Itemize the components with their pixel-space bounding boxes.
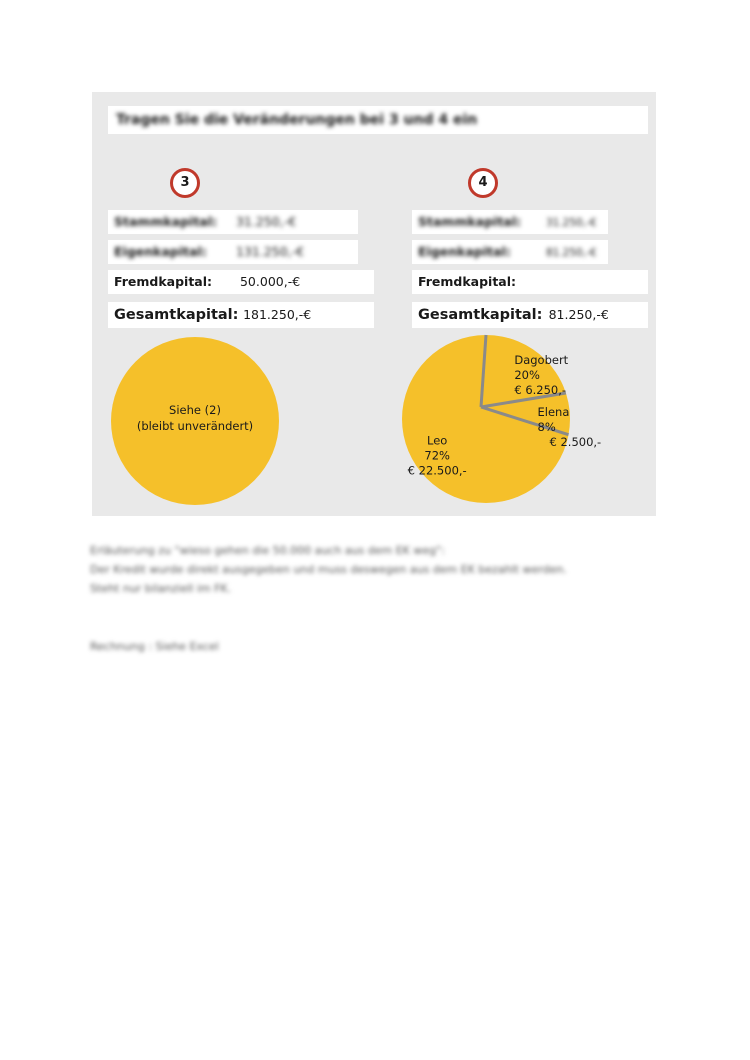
col4-gesamtkapital-row <box>412 302 648 328</box>
col3-pie-text-line2: (bleibt unverändert) <box>136 419 254 433</box>
col3-eigenkapital-row <box>108 240 358 264</box>
col3-stammkapital-label: Stammkapital: <box>114 214 218 229</box>
pie-label-dagobert-amount: € 6.250,- <box>514 383 567 398</box>
col4-eigenkapital-row <box>412 240 608 264</box>
col3-gesamtkapital-row <box>108 302 374 328</box>
step-4-number: 4 <box>478 175 488 190</box>
col3-pie <box>110 336 280 506</box>
panel-title: Tragen Sie die Veränderungen bei 3 und 4 ein <box>116 112 478 128</box>
pie-label-elena-name: Elena <box>537 405 570 420</box>
col3-gesamtkapital-value: 181.250,-€ <box>243 307 312 322</box>
col4-eigenkapital-label: Eigenkapital: <box>418 244 511 259</box>
col4-pie-chart <box>402 334 602 504</box>
col4-fremdkapital-row <box>412 270 648 294</box>
col3-fremdkapital-label: Fremdkapital: <box>114 274 213 289</box>
col3-stammkapital-row <box>108 210 358 234</box>
pie-label-elena-percent: 8% <box>537 420 556 435</box>
note-line-4: Rechnung : Siehe Excel <box>90 640 219 653</box>
pie-label-leo-amount: € 22.500,- <box>407 463 467 478</box>
col4-eigenkapital-value: 81.250,-€ <box>545 247 597 259</box>
pie-label-elena-amount: € 2.500,- <box>549 435 602 450</box>
col3-fremdkapital-row <box>108 270 374 294</box>
col4-stammkapital-label: Stammkapital: <box>418 214 522 229</box>
col4-gesamtkapital-label: Gesamtkapital: <box>418 307 543 323</box>
col3-eigenkapital-label: Eigenkapital: <box>114 244 207 259</box>
pie-label-dagobert-name: Dagobert <box>514 353 569 368</box>
col3-gesamtkapital-label: Gesamtkapital: <box>114 307 239 323</box>
col3-fremdkapital-value: 50.000,-€ <box>239 274 301 289</box>
col3-pie-text-line1: Siehe (2) <box>169 403 221 417</box>
col4-stammkapital-row <box>412 210 608 234</box>
pie-label-leo-percent: 72% <box>424 448 450 463</box>
col4-fremdkapital-label: Fremdkapital: <box>418 274 517 289</box>
panel-title-bar <box>108 106 648 134</box>
task-panel <box>92 92 656 516</box>
pie-label-dagobert-percent: 20% <box>514 368 540 383</box>
col3-eigenkapital-value: 131.250,-€ <box>235 244 305 259</box>
note-line-3: Steht nur bilanziell im FK. <box>90 582 232 595</box>
note-line-2: Der Kredit wurde direkt ausgegeben und muss deswegen aus dem EK bezahlt werden. <box>90 563 567 576</box>
col3-stammkapital-value: 31.250,-€ <box>235 214 297 229</box>
step-3-number: 3 <box>180 175 190 190</box>
col4-stammkapital-value: 31.250,-€ <box>545 217 597 229</box>
pie-label-leo-name: Leo <box>427 433 448 448</box>
step-4-badge <box>468 168 498 198</box>
note-line-1: Erläuterung zu "wieso gehen die 50.000 auch aus dem EK weg": <box>90 544 445 557</box>
col4-gesamtkapital-value: 81.250,-€ <box>548 307 609 322</box>
step-3-badge <box>170 168 200 198</box>
